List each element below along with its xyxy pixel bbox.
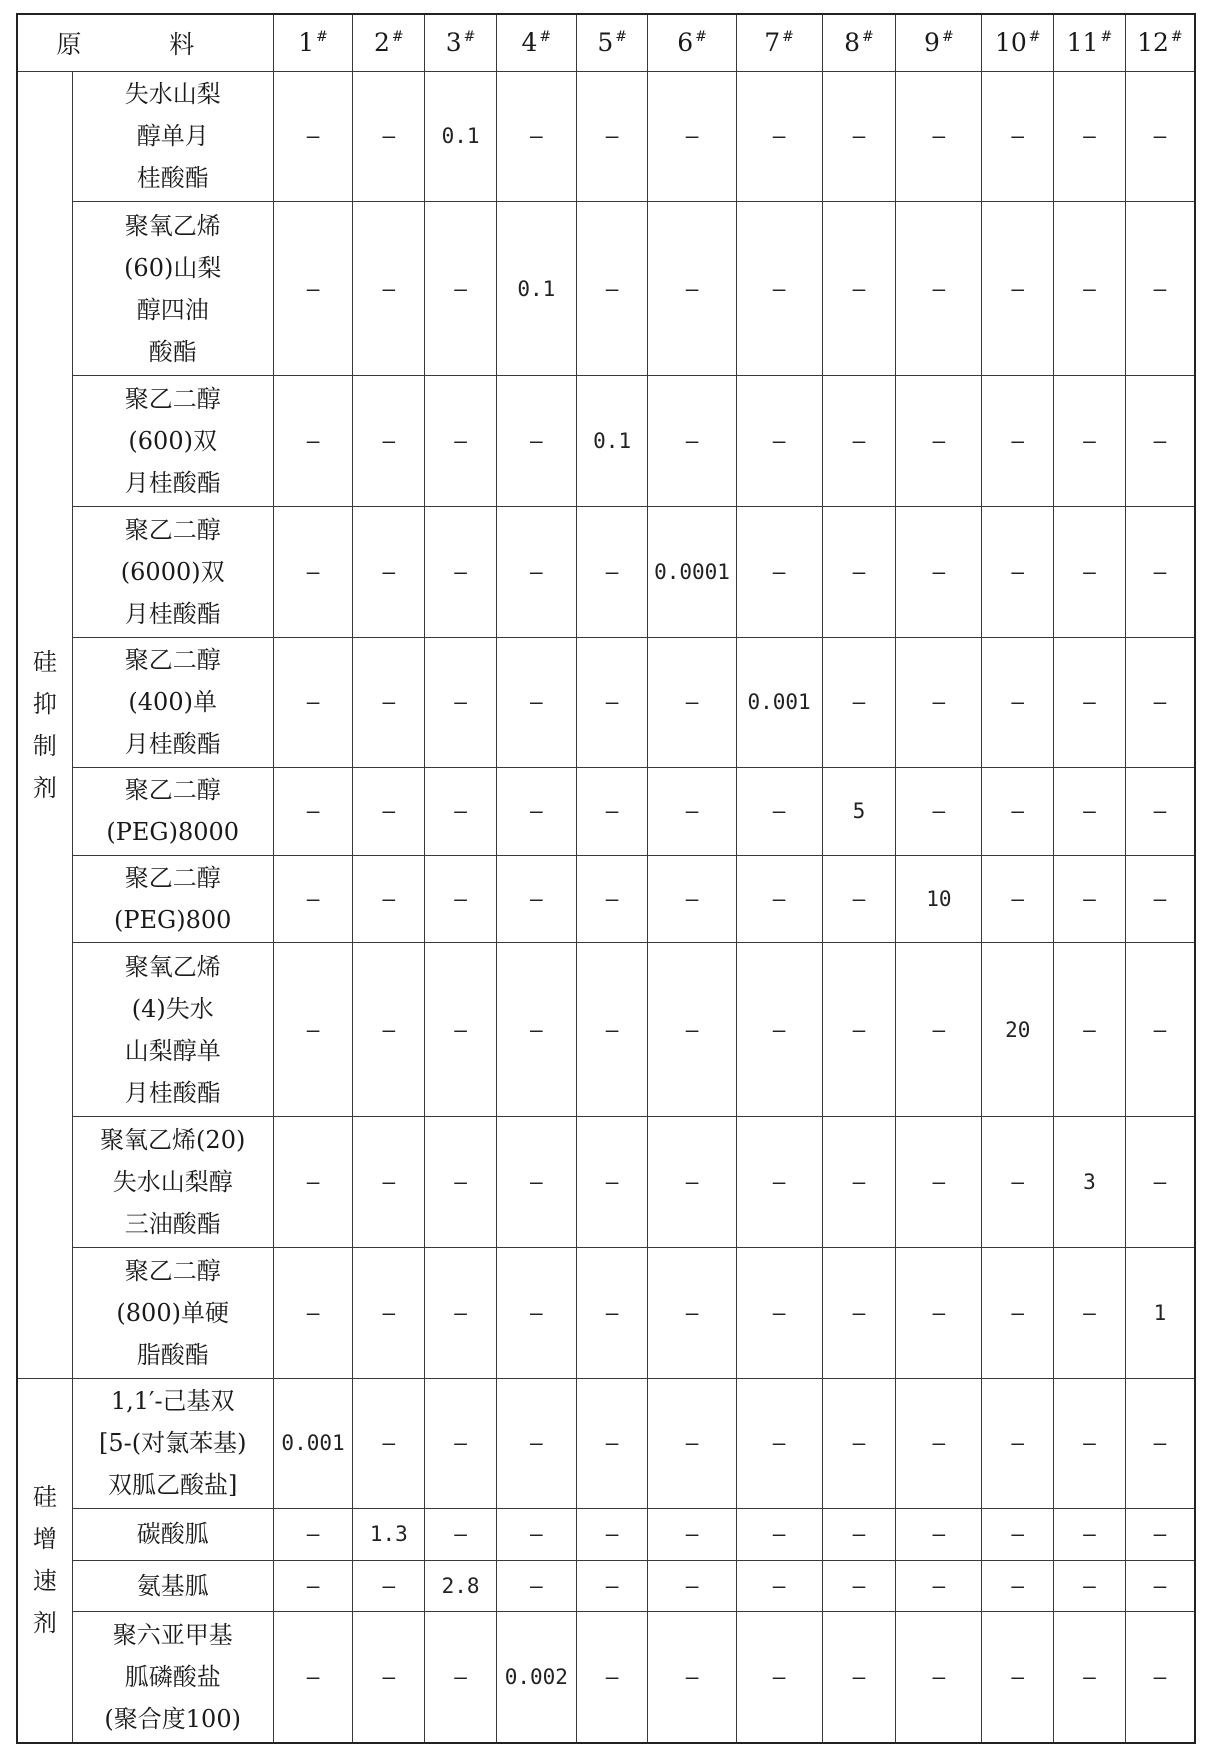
material-name: 碳酸胍 (72, 1509, 273, 1560)
value-cell: — (1054, 1247, 1126, 1378)
value-cell: 0.0001 (648, 506, 736, 637)
material-name: 聚六亚甲基 胍磷酸盐 (聚合度100) (72, 1612, 273, 1743)
value-cell: — (982, 71, 1054, 202)
value-cell: — (576, 1560, 648, 1611)
value-cell: — (425, 637, 497, 768)
value-cell: — (576, 202, 648, 376)
value-cell: — (425, 1247, 497, 1378)
table-row (17, 1117, 1195, 1248)
sample-number: 8 (844, 28, 861, 58)
value-cell: — (1125, 71, 1195, 202)
value-cell: — (353, 71, 425, 202)
formulation-table (16, 13, 1196, 1744)
value-cell: — (896, 1612, 982, 1743)
value-cell: — (273, 943, 353, 1117)
value-cell: — (425, 376, 497, 507)
value-cell: — (1125, 1509, 1195, 1560)
value-cell: — (896, 768, 982, 855)
value-cell: — (576, 768, 648, 855)
sample-suffix: # (463, 29, 476, 46)
value-cell: — (273, 1612, 353, 1743)
value-cell: — (896, 1509, 982, 1560)
sample-suffix: # (615, 29, 627, 46)
table-row (17, 943, 1195, 1117)
value-cell: — (1125, 768, 1195, 855)
value-cell: — (496, 1378, 576, 1509)
value-cell: — (648, 1612, 736, 1743)
table-row (17, 768, 1195, 855)
sample-header-5 (576, 14, 648, 71)
sample-number: 7 (764, 28, 781, 58)
sample-number: 11 (1066, 28, 1099, 58)
value-cell: — (1125, 506, 1195, 637)
value-cell: — (1054, 1612, 1126, 1743)
value-cell: — (822, 637, 896, 768)
value-cell: — (353, 1247, 425, 1378)
value-cell: — (1125, 202, 1195, 376)
value-cell: — (736, 1560, 822, 1611)
sample-header-11 (1054, 14, 1126, 71)
value-cell: 20 (982, 943, 1054, 1117)
sample-suffix: # (941, 29, 954, 46)
value-cell: — (896, 506, 982, 637)
value-cell: — (1125, 1560, 1195, 1611)
value-cell: — (576, 943, 648, 1117)
sample-header-12 (1125, 14, 1195, 71)
value-cell: — (425, 506, 497, 637)
value-cell: — (736, 1117, 822, 1248)
value-cell: — (576, 71, 648, 202)
material-name: 聚乙二醇 (400)单 月桂酸酯 (72, 637, 273, 768)
value-cell: — (822, 855, 896, 942)
value-cell: — (353, 506, 425, 637)
value-cell: — (1054, 202, 1126, 376)
sample-suffix: # (1100, 29, 1113, 46)
value-cell: — (273, 768, 353, 855)
value-cell: 0.001 (736, 637, 822, 768)
value-cell: — (273, 637, 353, 768)
table-row (17, 506, 1195, 637)
value-cell: — (496, 943, 576, 1117)
value-cell: — (1125, 1612, 1195, 1743)
value-cell: — (648, 637, 736, 768)
value-cell: — (896, 1378, 982, 1509)
table-row (17, 1560, 1195, 1611)
value-cell: — (736, 1378, 822, 1509)
sample-header-7 (736, 14, 822, 71)
value-cell: — (648, 202, 736, 376)
table-row (17, 1247, 1195, 1378)
value-cell: 2.8 (425, 1560, 497, 1611)
value-cell: — (273, 376, 353, 507)
value-cell: — (736, 768, 822, 855)
value-cell: — (822, 71, 896, 202)
sample-suffix: # (391, 29, 404, 46)
value-cell: — (736, 1612, 822, 1743)
value-cell: — (982, 202, 1054, 376)
value-cell: — (982, 506, 1054, 637)
value-cell: — (736, 855, 822, 942)
value-cell: — (576, 1247, 648, 1378)
value-cell: — (982, 1247, 1054, 1378)
value-cell: — (1125, 855, 1195, 942)
value-cell: 0.1 (496, 202, 576, 376)
value-cell: — (273, 1247, 353, 1378)
value-cell: — (353, 855, 425, 942)
sample-suffix: # (316, 29, 328, 46)
value-cell: — (648, 943, 736, 1117)
value-cell: — (576, 1378, 648, 1509)
value-cell: — (896, 1117, 982, 1248)
material-name: 聚乙二醇 (600)双 月桂酸酯 (72, 376, 273, 507)
value-cell: — (822, 1247, 896, 1378)
value-cell: — (496, 855, 576, 942)
value-cell: — (982, 768, 1054, 855)
value-cell: — (273, 1117, 353, 1248)
value-cell: — (353, 202, 425, 376)
value-cell: — (425, 768, 497, 855)
header-row (17, 14, 1195, 71)
table-row (17, 855, 1195, 942)
value-cell: — (273, 855, 353, 942)
value-cell: — (273, 506, 353, 637)
sample-number: 2 (374, 28, 390, 58)
value-cell: — (982, 1560, 1054, 1611)
material-name: 聚乙二醇 (6000)双 月桂酸酯 (72, 506, 273, 637)
value-cell: — (648, 1378, 736, 1509)
value-cell: — (496, 1509, 576, 1560)
value-cell: — (982, 855, 1054, 942)
value-cell: 0.1 (425, 71, 497, 202)
value-cell: — (736, 1247, 822, 1378)
group-label: 硅 增 速 剂 (17, 1378, 72, 1743)
value-cell: — (425, 855, 497, 942)
value-cell: — (425, 1509, 497, 1560)
sample-number: 12 (1137, 28, 1169, 58)
value-cell: — (822, 1509, 896, 1560)
material-name: 聚乙二醇 (PEG)800 (72, 855, 273, 942)
value-cell: — (576, 855, 648, 942)
table-body (17, 71, 1195, 1743)
value-cell: — (648, 376, 736, 507)
value-cell: — (982, 1378, 1054, 1509)
value-cell: — (576, 1612, 648, 1743)
sample-suffix: # (695, 29, 707, 46)
value-cell: — (496, 71, 576, 202)
value-cell: — (1125, 943, 1195, 1117)
value-cell: — (736, 376, 822, 507)
value-cell: — (982, 1612, 1054, 1743)
value-cell: — (648, 1509, 736, 1560)
value-cell: — (1054, 855, 1126, 942)
value-cell: — (896, 1560, 982, 1611)
group-label: 硅 抑 制 剂 (17, 71, 72, 1378)
value-cell: 3 (1054, 1117, 1126, 1248)
value-cell: — (982, 1117, 1054, 1248)
value-cell: — (648, 1117, 736, 1248)
value-cell: — (496, 1560, 576, 1611)
value-cell: 1.3 (353, 1509, 425, 1560)
value-cell: — (496, 637, 576, 768)
value-cell: — (896, 1247, 982, 1378)
value-cell: — (736, 71, 822, 202)
value-cell: — (273, 202, 353, 376)
value-cell: — (576, 637, 648, 768)
value-cell: — (273, 1509, 353, 1560)
value-cell: — (353, 637, 425, 768)
sample-number: 4 (521, 28, 538, 58)
sample-number: 5 (597, 28, 614, 58)
sample-header-4 (496, 14, 576, 71)
value-cell: — (353, 1612, 425, 1743)
sample-suffix: # (1028, 29, 1041, 46)
value-cell: — (273, 71, 353, 202)
value-cell: — (425, 202, 497, 376)
value-cell: — (353, 768, 425, 855)
value-cell: — (822, 1117, 896, 1248)
value-cell: — (896, 71, 982, 202)
material-name: 聚氧乙烯(20) 失水山梨醇 三油酸酯 (72, 1117, 273, 1248)
sample-suffix: # (1170, 29, 1183, 46)
value-cell: — (576, 506, 648, 637)
sample-header-10 (982, 14, 1054, 71)
value-cell: — (1054, 506, 1126, 637)
value-cell: — (982, 637, 1054, 768)
value-cell: 5 (822, 768, 896, 855)
sample-header-6 (648, 14, 736, 71)
value-cell: — (896, 943, 982, 1117)
table-row (17, 202, 1195, 376)
value-cell: — (822, 202, 896, 376)
value-cell: — (736, 202, 822, 376)
value-cell: — (648, 768, 736, 855)
value-cell: — (736, 943, 822, 1117)
sample-header-3 (425, 14, 497, 71)
value-cell: — (273, 1560, 353, 1611)
value-cell: — (425, 1117, 497, 1248)
value-cell: — (1054, 637, 1126, 768)
value-cell: — (736, 1509, 822, 1560)
material-name: 聚氧乙烯 (4)失水 山梨醇单 月桂酸酯 (72, 943, 273, 1117)
value-cell: — (576, 1117, 648, 1248)
table-row (17, 376, 1195, 507)
value-cell: — (425, 1612, 497, 1743)
value-cell: — (496, 1247, 576, 1378)
value-cell: — (496, 1117, 576, 1248)
sample-suffix: # (862, 29, 874, 46)
sample-number: 3 (445, 28, 462, 58)
material-name: 聚氧乙烯 (60)山梨 醇四油 酸酯 (72, 202, 273, 376)
value-cell: — (1054, 1560, 1126, 1611)
value-cell: — (648, 1560, 736, 1611)
table-row (17, 1509, 1195, 1560)
table-row (17, 1612, 1195, 1743)
value-cell: — (982, 1509, 1054, 1560)
sample-header-8 (822, 14, 896, 71)
value-cell: — (822, 376, 896, 507)
sample-header-2 (353, 14, 425, 71)
value-cell: — (496, 506, 576, 637)
table-row (17, 71, 1195, 202)
material-name: 氨基胍 (72, 1560, 273, 1611)
value-cell: — (353, 376, 425, 507)
value-cell: — (982, 376, 1054, 507)
table-row (17, 637, 1195, 768)
value-cell: 0.1 (576, 376, 648, 507)
value-cell: 10 (896, 855, 982, 942)
value-cell: — (496, 768, 576, 855)
material-name: 聚乙二醇 (800)单硬 脂酸酯 (72, 1247, 273, 1378)
value-cell: — (1125, 376, 1195, 507)
value-cell: — (822, 506, 896, 637)
value-cell: — (353, 943, 425, 1117)
sample-suffix: # (539, 29, 552, 46)
material-name: 1,1′-己基双 [5-(对氯苯基) 双胍乙酸盐] (72, 1378, 273, 1509)
value-cell: 0.002 (496, 1612, 576, 1743)
value-cell: — (1054, 1509, 1126, 1560)
value-cell: — (1054, 71, 1126, 202)
sample-number: 10 (994, 28, 1027, 58)
value-cell: 0.001 (273, 1378, 353, 1509)
material-name: 失水山梨 醇单月 桂酸酯 (72, 71, 273, 202)
value-cell: — (425, 1378, 497, 1509)
value-cell: — (896, 637, 982, 768)
value-cell: — (1125, 1117, 1195, 1248)
value-cell: — (353, 1117, 425, 1248)
value-cell: — (648, 1247, 736, 1378)
value-cell: — (822, 943, 896, 1117)
value-cell: — (576, 1509, 648, 1560)
value-cell: — (1125, 637, 1195, 768)
value-cell: 1 (1125, 1247, 1195, 1378)
value-cell: — (896, 202, 982, 376)
value-cell: — (896, 376, 982, 507)
sample-header-9 (896, 14, 982, 71)
value-cell: — (1125, 1378, 1195, 1509)
value-cell: — (1054, 943, 1126, 1117)
value-cell: — (648, 71, 736, 202)
table-row (17, 1378, 1195, 1509)
sample-header-1 (273, 14, 353, 71)
value-cell: — (736, 506, 822, 637)
value-cell: — (425, 943, 497, 1117)
value-cell: — (353, 1560, 425, 1611)
value-cell: — (822, 1378, 896, 1509)
material-header: 原 料 (17, 14, 273, 71)
material-name: 聚乙二醇 (PEG)8000 (72, 768, 273, 855)
sample-number: 6 (677, 28, 694, 58)
sample-suffix: # (782, 29, 794, 46)
sample-number: 1 (298, 28, 315, 58)
value-cell: — (1054, 376, 1126, 507)
value-cell: — (1054, 1378, 1126, 1509)
sample-number: 9 (924, 28, 940, 58)
value-cell: — (496, 376, 576, 507)
value-cell: — (648, 855, 736, 942)
value-cell: — (822, 1612, 896, 1743)
value-cell: — (822, 1560, 896, 1611)
value-cell: — (353, 1378, 425, 1509)
value-cell: — (1054, 768, 1126, 855)
